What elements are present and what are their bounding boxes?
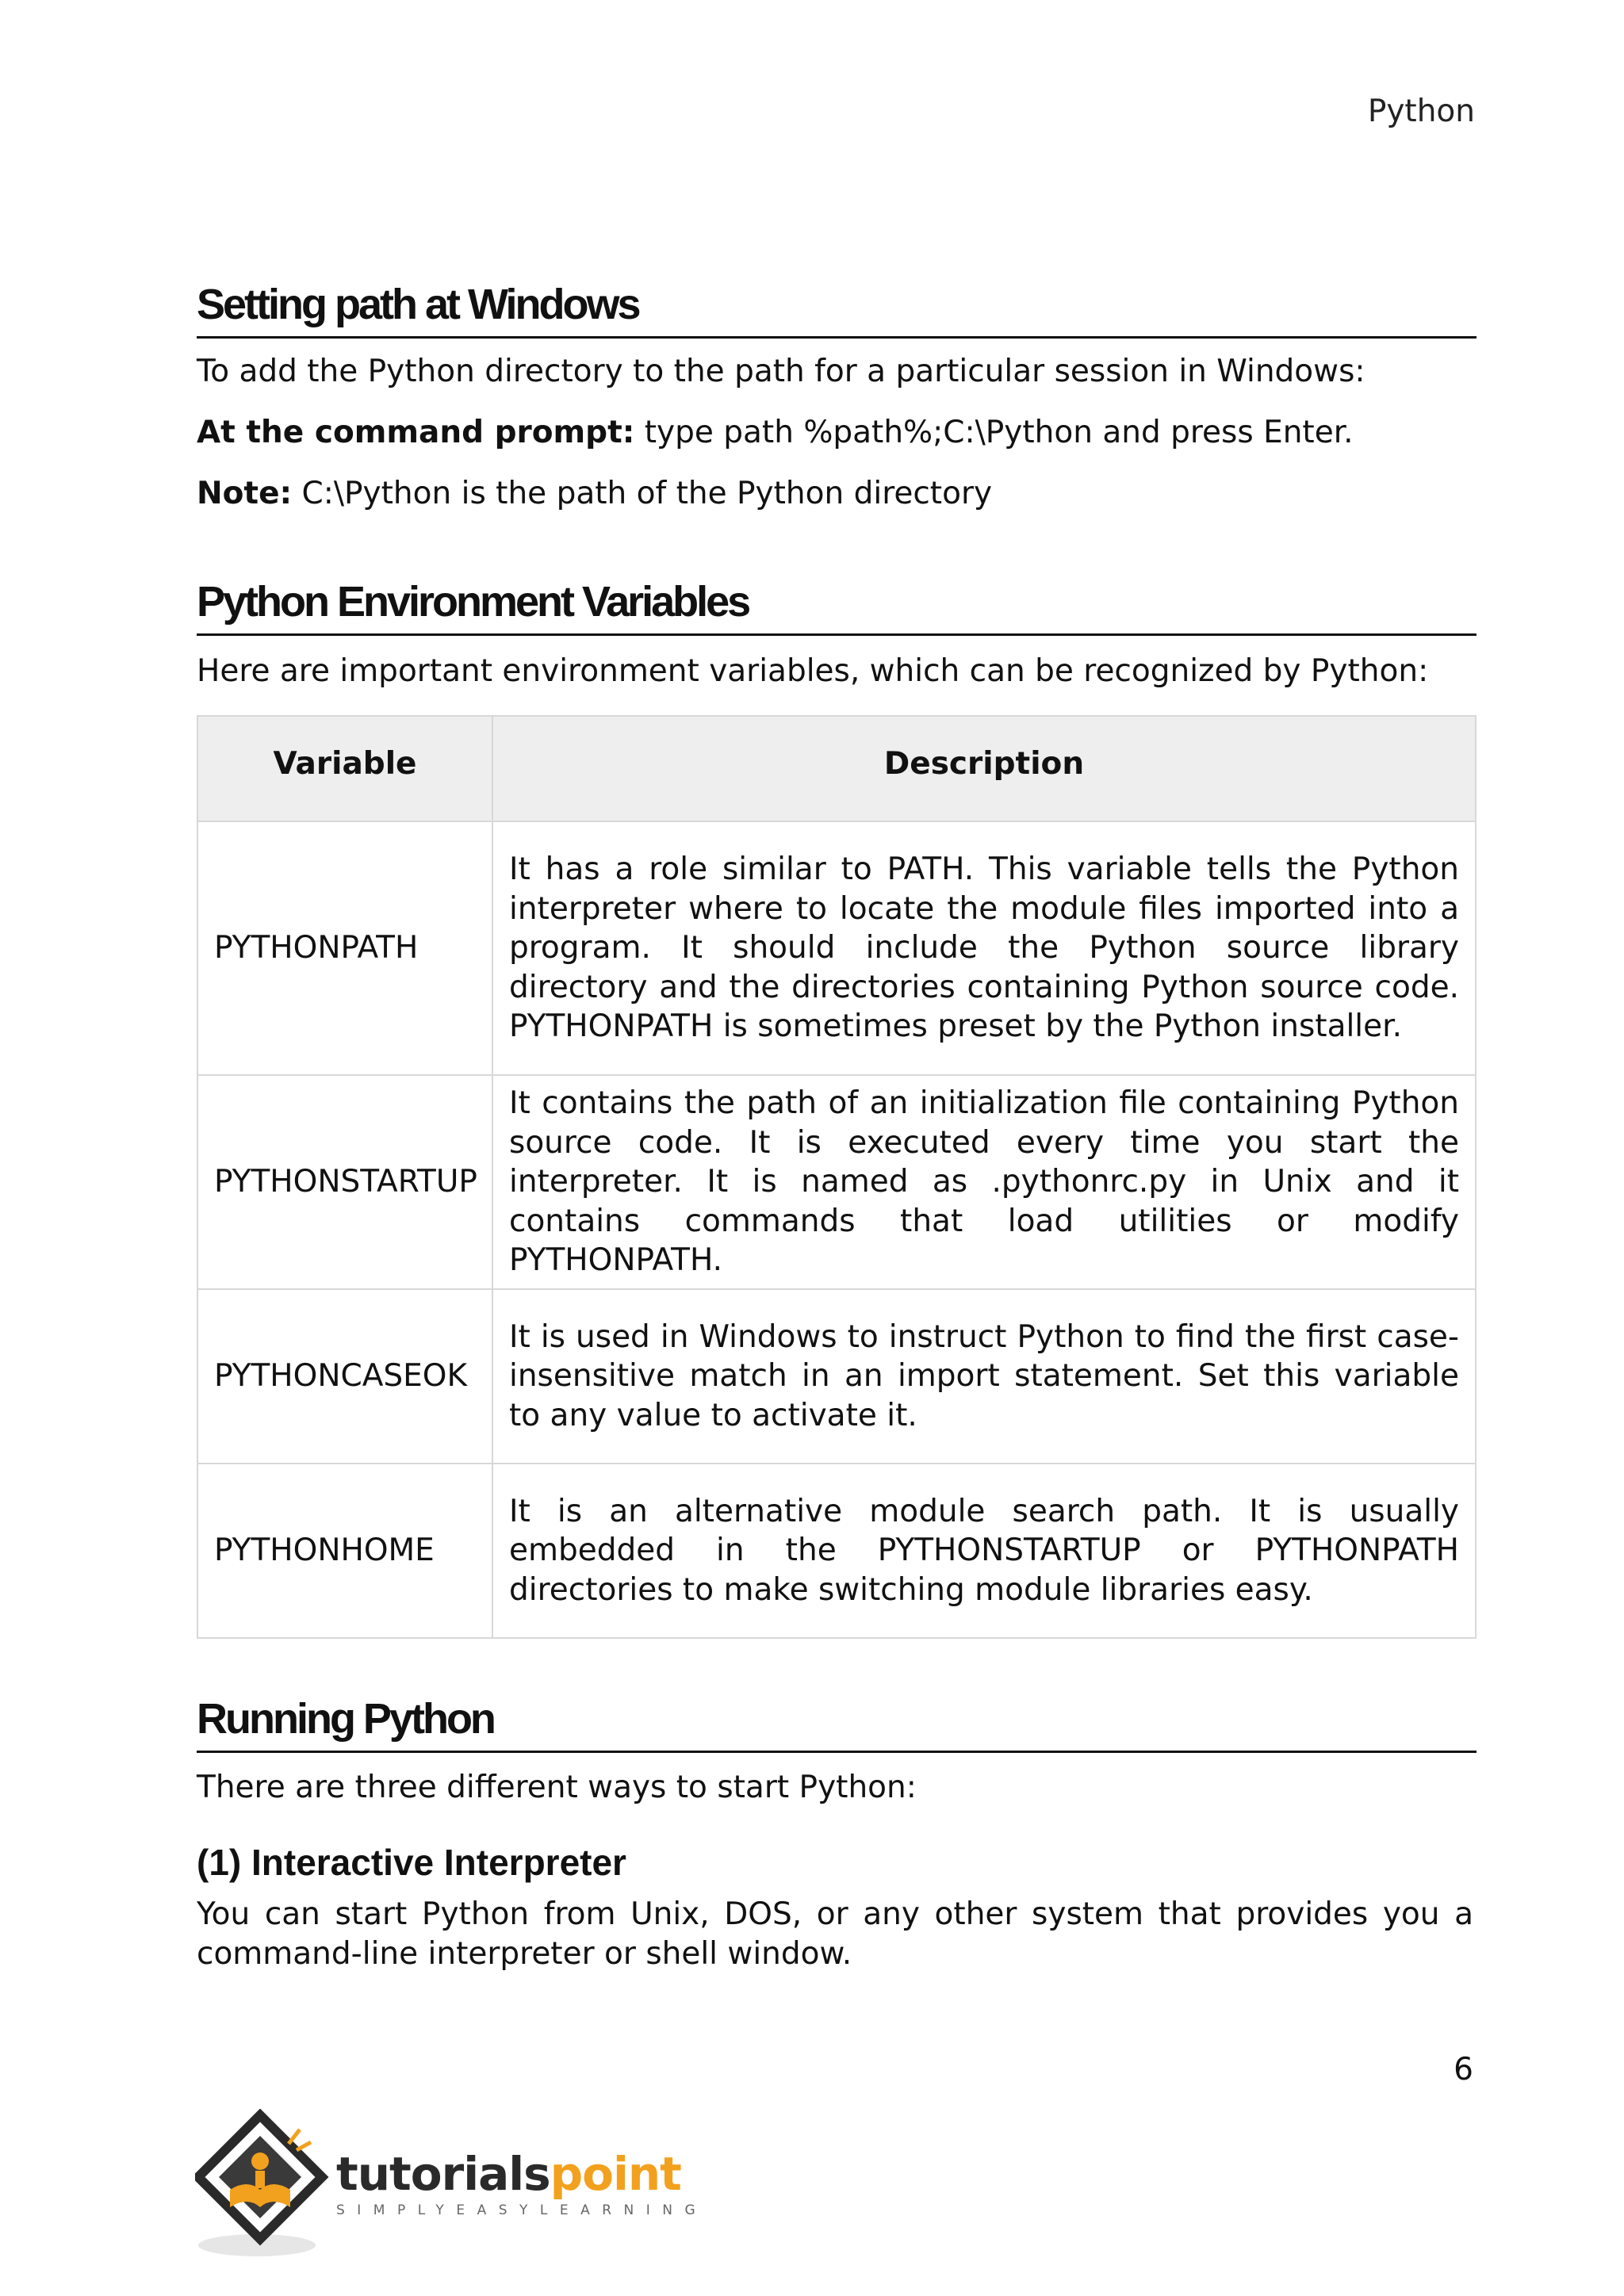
- section-heading-setting-path: Setting path at Windows: [197, 279, 1477, 339]
- subheading-interactive-interpreter: (1) Interactive Interpreter: [197, 1842, 626, 1883]
- note-text: C:\Python is the path of the Python directory: [292, 476, 993, 511]
- command-prompt-label: At the command prompt:: [197, 415, 635, 450]
- page-number: 6: [1454, 2052, 1473, 2087]
- table-cell-description: It is used in Windows to instruct Python to find the first case-insensitive match in an import statement. Set this variable to any value to activate it.: [492, 1289, 1476, 1464]
- table-cell-variable: PYTHONCASEOK: [197, 1289, 492, 1464]
- table-header-variable: Variable: [197, 716, 492, 821]
- table-row: [197, 821, 1476, 1075]
- section3-body: You can start Python from Unix, DOS, or any other system that provides you a command-line interpreter or shell window.: [197, 1896, 1473, 1972]
- table-cell-variable: PYTHONHOME: [197, 1464, 492, 1638]
- running-head: Python: [1367, 94, 1475, 129]
- tutorialspoint-logo: [195, 2109, 708, 2267]
- table-row: [197, 1464, 1476, 1638]
- section2-intro: Here are important environment variables, which can be recognized by Python:: [197, 653, 1429, 689]
- table-row: [197, 1289, 1476, 1464]
- table-cell-description: It has a role similar to PATH. This variable tells the Python interpreter where to locate the module files imported into a program. It should include the Python source library directory and the directories containing Python source code. PYTHONPATH is sometimes preset by the Python installer.: [492, 821, 1476, 1075]
- logo-wordmark-part2: point: [550, 2147, 681, 2201]
- table-cell-variable: PYTHONPATH: [197, 821, 492, 1075]
- logo-wordmark: [336, 2147, 681, 2201]
- table-cell-description: It is an alternative module search path. It is usually embedded in the PYTHONSTARTUP or PYTHONPATH directories to make switching module libraries easy.: [492, 1464, 1476, 1638]
- command-prompt-step: [197, 413, 1473, 453]
- note-label: Note:: [197, 476, 293, 511]
- table-cell-description: It contains the path of an initialization file containing Python source code. It is executed every time you start the interpreter. It is named as .pythonrc.py in Unix and it contains commands that load utilities or modify PYTHONPATH.: [492, 1075, 1476, 1289]
- table-row: [197, 1075, 1476, 1289]
- section3-intro: There are three different ways to start Python:: [197, 1770, 917, 1805]
- section1-intro: To add the Python directory to the path for a particular session in Windows:: [197, 354, 1365, 389]
- note-line: [197, 474, 1473, 514]
- table-cell-variable: PYTHONSTARTUP: [197, 1075, 492, 1289]
- command-prompt-text: type path %path%;C:\Python and press Enter.: [634, 415, 1354, 450]
- section-heading-env-vars: Python Environment Variables: [197, 576, 1477, 636]
- table-header-description: Description: [492, 716, 1476, 821]
- logo-tagline: SIMPLYEASYLEARNING: [336, 2202, 708, 2218]
- table-header-row: [197, 716, 1476, 821]
- logo-wordmark-part1: tutorials: [336, 2147, 550, 2201]
- section-heading-running-python: Running Python: [197, 1693, 1477, 1753]
- logo-emblem-icon: [195, 2109, 354, 2267]
- env-variables-table: [197, 715, 1477, 1639]
